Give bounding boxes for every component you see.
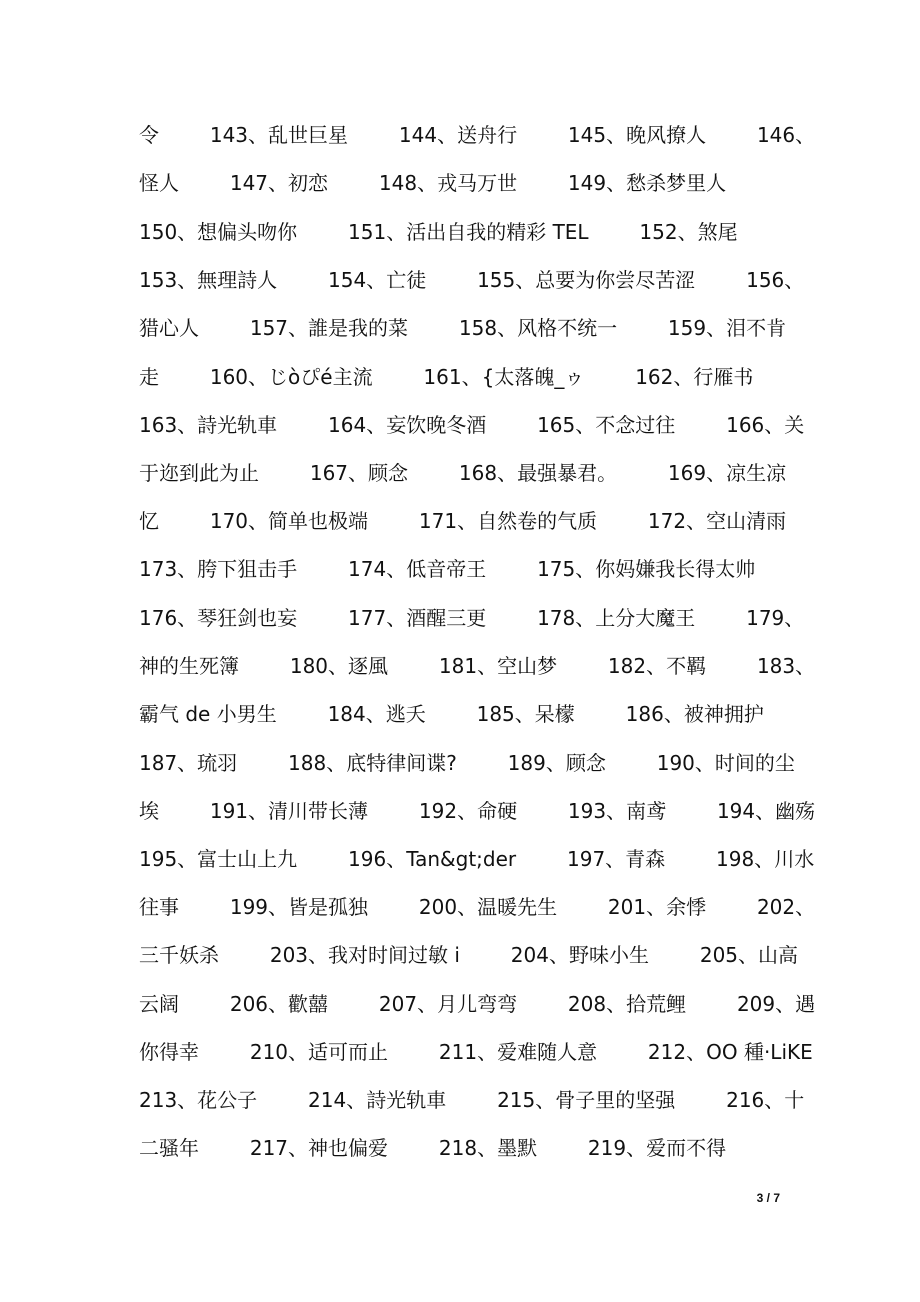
text-line: 153、無理詩人 154、亡徒 155、总要为你尝尽苦涩 156、 [139, 268, 805, 292]
text-line: 213、花公子 214、詩光轨車 215、骨子里的坚强 216、十 [139, 1088, 805, 1112]
text-line: 令 143、乱世巨星 144、送舟行 145、晚风撩人 146、 [139, 123, 816, 147]
text-line: 霸气 de 小男生 184、逃夭 185、呆檬 186、被神拥护 [139, 702, 764, 726]
text-line: 往事 199、皆是孤独 200、温暖先生 201、余悸 202、 [139, 895, 816, 919]
text-line: 猎心人 157、誰是我的菜 158、风格不统一 159、泪不肯 [139, 316, 787, 340]
text-line: 150、想偏头吻你 151、活出自我的精彩 TEL 152、煞尾 [139, 220, 738, 244]
text-line: 走 160、じòぴé主流 161、{太落魄_ゥ 162、行雁书 [139, 365, 754, 389]
text-line: 云阔 206、歡囍 207、月儿弯弯 208、拾荒鲤 209、遇 [139, 992, 816, 1016]
text-line: 神的生死簿 180、逐風 181、空山梦 182、不羁 183、 [139, 654, 816, 678]
text-line: 187、琉羽 188、底特律间谍? 189、顾念 190、时间的尘 [139, 751, 795, 775]
text-line: 忆 170、简单也极端 171、自然卷的气质 172、空山清雨 [139, 509, 787, 533]
text-line: 三千妖杀 203、我对时间过敏 i 204、野味小生 205、山高 [139, 943, 799, 967]
text-line: 怪人 147、初恋 148、戎马万世 149、愁杀梦里人 [139, 171, 727, 195]
text-line: 173、胯下狙击手 174、低音帝王 175、你妈嫌我长得太帅 [139, 557, 756, 581]
text-line: 195、富士山上九 196、Tan&gt;der 197、青森 198、川水 [139, 847, 815, 871]
text-line: 埃 191、清川带长薄 192、命硬 193、南鸢 194、幽殇 [139, 799, 816, 823]
text-line: 你得幸 210、适可而止 211、爱难随人意 212、OO 種·LiKE [139, 1040, 813, 1064]
text-line: 176、琴狂剑也妄 177、酒醒三更 178、上分大魔王 179、 [139, 606, 805, 630]
text-line: 于迩到此为止 167、顾念 168、最强暴君。 169、凉生凉 [139, 461, 787, 485]
text-line: 二骚年 217、神也偏爱 218、墨默 219、爱而不得 [139, 1136, 727, 1160]
page-number: 3 / 7 [756, 1191, 780, 1205]
text-line: 163、詩光轨車 164、妄饮晚冬酒 165、不念过往 166、关 [139, 413, 805, 437]
